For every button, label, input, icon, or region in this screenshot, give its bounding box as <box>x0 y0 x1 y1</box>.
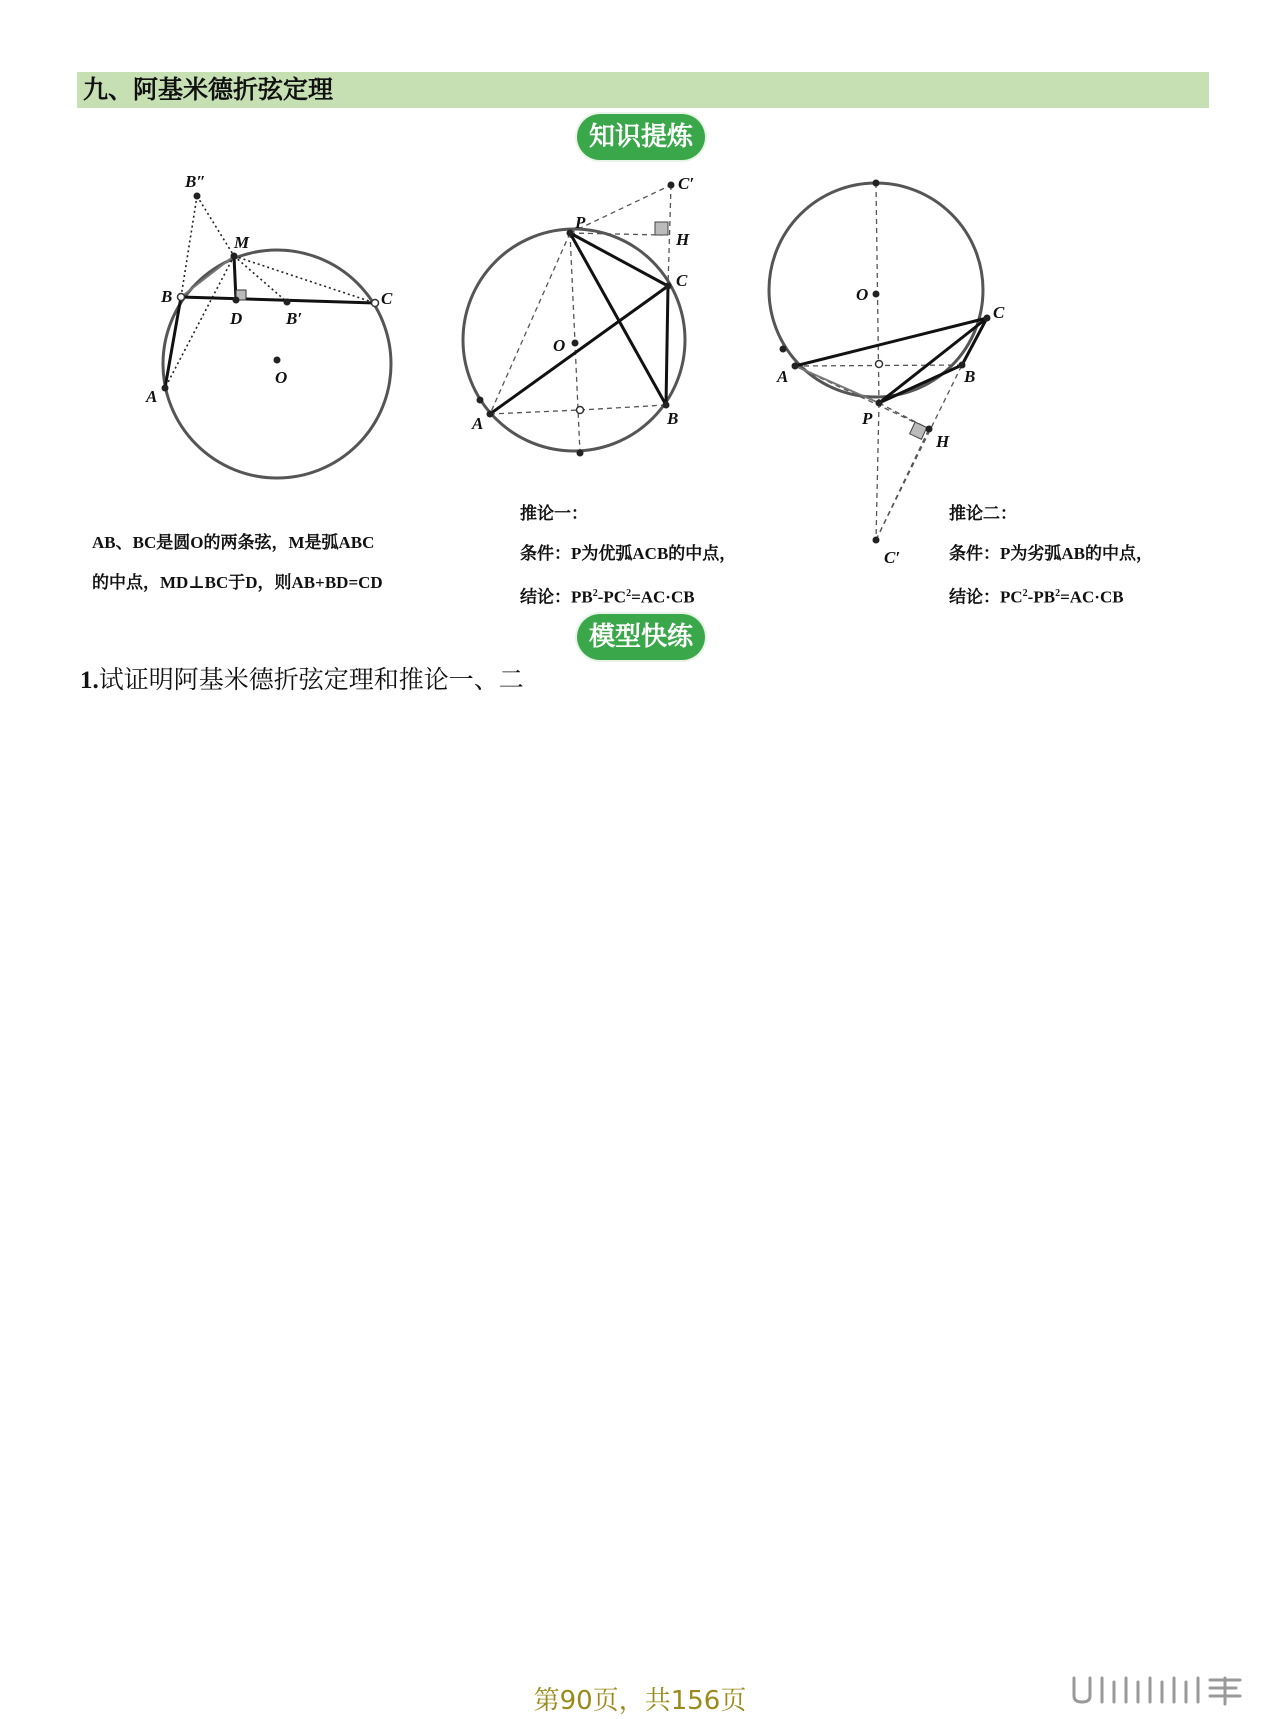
corollary2-title: 推论二： <box>949 504 1017 523</box>
label-o: O <box>553 336 566 355</box>
exercise-text: 试证明阿基米德折弦定理和推论一、二 <box>98 667 524 694</box>
label-b: B <box>667 409 679 428</box>
knowledge-badge: 知识提炼 <box>577 114 705 160</box>
label-p: P <box>862 409 873 428</box>
section-title: 九、阿基米德折弦定理 <box>77 72 1209 108</box>
label-c1: C′ <box>884 548 901 567</box>
label-c: C <box>993 303 1005 322</box>
label-o: O <box>275 368 288 387</box>
label-a: A <box>146 387 158 406</box>
corollary1-conclusion: 结论：$PB^2-PC^2=AC\cdot CB$ <box>520 587 695 607</box>
watermark-logo <box>1070 1672 1260 1706</box>
label-h: H <box>676 230 690 249</box>
label-c1: C′ <box>678 174 695 193</box>
label-a: A <box>777 367 789 386</box>
theorem-line2: 的中点，MD⊥BC于D，则AB+BD=CD <box>92 573 383 592</box>
label-b1: B′ <box>286 309 303 328</box>
figure-corollary1 <box>463 174 694 457</box>
corollary1-condition: 条件：P为优弧ACB的中点， <box>520 544 737 563</box>
label-c: C <box>381 289 393 308</box>
label-b: B <box>964 367 976 386</box>
practice-badge: 模型快练 <box>577 614 705 660</box>
corollary2-condition: 条件：P为劣弧AB的中点， <box>949 544 1153 563</box>
exercise-1 <box>80 660 524 696</box>
label-a: A <box>472 414 484 433</box>
corollary1-title: 推论一： <box>520 504 588 523</box>
figure-theorem <box>145 172 393 478</box>
theorem-caption <box>92 523 383 603</box>
corollary2-caption <box>949 494 1153 618</box>
label-d: D <box>230 309 243 328</box>
label-c: C <box>676 271 688 290</box>
label-p: P <box>575 213 586 232</box>
label-m: M <box>234 233 250 252</box>
label-h: H <box>936 432 950 451</box>
label-o: O <box>856 285 869 304</box>
label-b2: B″ <box>185 172 206 191</box>
page-number: 第90页，共156页 <box>533 1686 747 1716</box>
exercise-number: 1. <box>80 667 99 694</box>
corollary2-conclusion: 结论：$PC^2-PB^2=AC\cdot CB$ <box>949 587 1124 607</box>
label-b: B <box>161 287 173 306</box>
theorem-line1: AB、BC是圆O的两条弦，M是弧ABC <box>92 533 375 552</box>
corollary1-caption <box>520 494 736 618</box>
